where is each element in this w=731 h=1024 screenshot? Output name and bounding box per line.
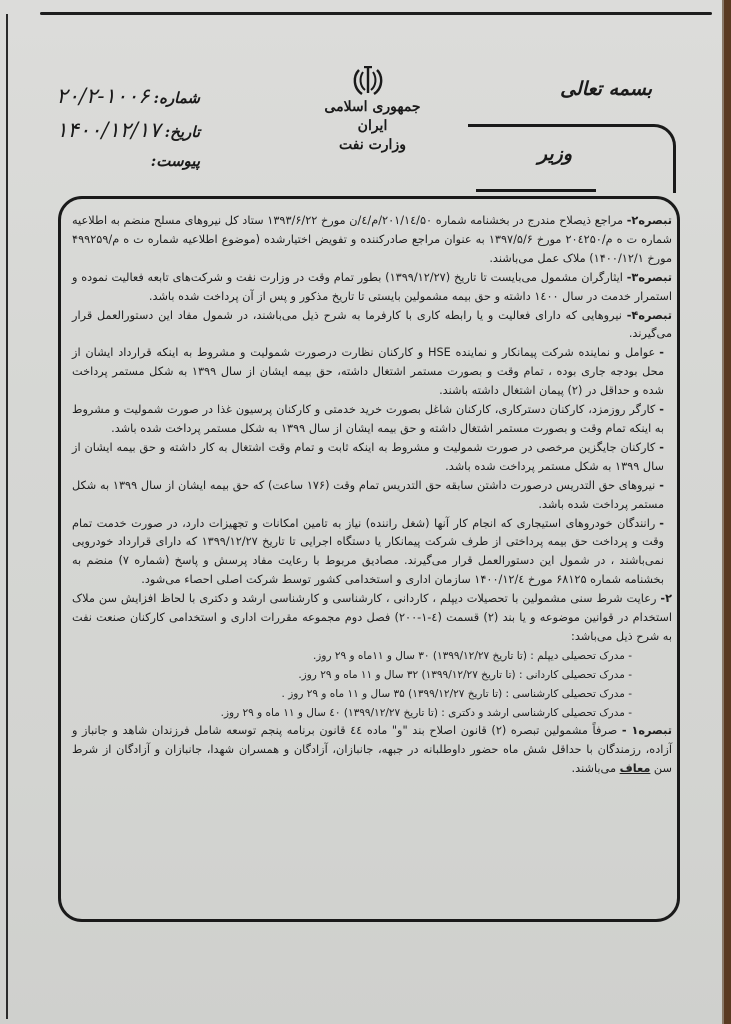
exempt-word: معاف: [619, 762, 651, 776]
republic-name: جمهوری اسلامی ایران: [324, 99, 421, 134]
letter-number: [40, 84, 200, 118]
letter-body: [72, 212, 672, 779]
note-2-lead: تبصره۲-: [626, 214, 673, 227]
attachment-label: پیوست:: [150, 152, 200, 170]
minister-header-frame: [468, 124, 676, 193]
note-1-lead: تبصره۱ -: [621, 724, 673, 738]
date-label: تاریخ:: [164, 123, 200, 141]
letter-attachment: [40, 152, 200, 186]
ministry-name: وزارت نفت: [339, 137, 406, 153]
item-2-lead: ۲-: [660, 592, 672, 606]
note-4: [72, 307, 672, 345]
number-value: ۲۰/۲-۱۰۰۶: [56, 84, 150, 108]
list-item: -رانندگان خودروهای استیجاری که انجام کار آنها (شغل راننده) نیاز به تامین امکانات و تجهیزات دارد، در صورت خدمت تمام وقت و پرداخت حق بیمه پرداختی از طرف شرکت پیمانکار یا دستگاه اجرایی تا تاریخ ۱۳۹۹/۱۲/۲۷ که دارای قرارداد خودرویی نمی‌باشند ، در شمول این دستورالعمل قرار می‌گیرند. مصادیق مربوط با رعایت مفاد پرسش و پاسخ (شماره ۷) منضم به بخشنامه شماره ۶۸۱۲۵ مورخ ۱۴۰۰/۱۲/٤ سازمان اداری و استخدامی کشور توسط شرکت اصلی احصاء می‌شود.: [72, 516, 664, 587]
age-limit-item: - مدرک تحصیلی کاردانی : (تا تاریخ ۱۳۹۹/۱۲/۲۷) ۳۲ سال و ۱۱ ماه و ۲۹ روز.: [298, 668, 632, 681]
age-limit-item: - مدرک تحصیلی کارشناسی : (تا تاریخ ۱۳۹۹/۱۲/۲۷) ۳۵ سال و ۱۱ ماه و ۲۹ روز .: [281, 687, 632, 700]
list-item: -نیروهای حق التدریس درصورت داشتن سابقه حق التدریس تمام وقت (۱۷۶ ساعت) که حق بیمه ایشان از سال ۱۳۹۹ به شکل مستمر پرداخت شده باشد.: [72, 478, 664, 511]
minister-underline: [476, 189, 596, 192]
list-item: -کارگر روزمزد، کارکنان دسترکاری، کارکنان شاغل بصورت خرید خدمتی و کارکنان پرسیون غذا در صورت شمولیت و مشروط به اینکه تمام وقت و بصورت مستمر اشتغال داشته و حق بیمه ایشان از سال ۱۳۹۹ به شکل مستمر پرداخت شده باشد.: [72, 403, 664, 435]
note-3: [72, 269, 672, 307]
item-2: [72, 590, 672, 647]
letterhead-ministry: [315, 98, 430, 155]
number-label: شماره:: [153, 89, 200, 107]
date-value: ۱۴۰۰/۱۲/۱۷: [56, 118, 161, 142]
iran-emblem-icon: [350, 64, 386, 98]
note-2-text: مراجع ذیصلاح مندرج در بخشنامه شماره ۲۰۱/۱٤/۵۰/م/٤/ن مورخ ۱۳۹۳/۶/۲۲ ستاد کل نیروهای مسلح منضم به اطلاعیه شماره ت ه م/۲۰٤۲۵۰ مورخ ۱۳۹۷/۵/۶ به عنوان مراجع صادرکننده و تفویض اختیارشده (موضوع اطلاعیه شماره ت ه م/۴۹۹۲۵۹ مورخ ۱۴۰۰/۱۲/۱) ملاک عمل می‌باشند.: [72, 214, 672, 265]
top-border-line: [40, 12, 712, 15]
list-item: -عوامل و نماینده شرکت پیمانکار و نماینده HSE و کارکنان نظارت درصورت شمولیت و مشروط به اینکه قرارداد ایشان از محل بودجه جاری بوده ، تمام وقت و بصورت مستمر اشتغال داشته، حق بیمه ایشان از سال ۱۳۹۹ به شکل مستمر پرداخت شده و حداقل در (۲) پیمان اشتغال داشته باشند.: [72, 346, 664, 398]
letter-meta: [40, 84, 200, 186]
letter-date: [40, 118, 200, 152]
note-2: [72, 212, 672, 269]
note-1-tail: می‌باشند.: [571, 762, 620, 776]
note-3-lead: تبصره۳-: [626, 270, 672, 284]
note-4-text: نیروهایی که دارای فعالیت و یا رابطه کاری با کارفرما به شرح ذیل می‌باشند، در شمول مفاد این دستورالعمل قرار می‌گیرند.: [72, 308, 672, 341]
note-1: [72, 722, 672, 779]
note-4-lead: تبصره۴-: [626, 308, 672, 322]
left-border-line: [6, 14, 8, 1019]
office-title: وزیر: [537, 143, 572, 165]
bismillah-heading: بسمه تعالی: [560, 78, 652, 100]
item-2-text: رعایت شرط سنی مشمولین با تحصیلات دیپلم ، کاردانی ، کارشناسی و کارشناسی ارشد و دکتری با لحاظ افزایش سن ملاک استخدام در قوانین موضوعه و یا بند (۲) قسمت (٤-۱-۲۰۰) فصل دوم مجموعه مقررات اداری و استخدامی کارکنان صنعت نفت به شرح ذیل می‌باشد:: [72, 592, 672, 643]
age-limit-item: - مدرک تحصیلی کارشناسی ارشد و دکتری : (تا تاریخ ۱۳۹۹/۱۲/۲۷) ٤۰ سال و ۱۱ ماه و ۲۹ روز.: [220, 706, 632, 719]
list-item: -کارکنان جایگزین مرخصی در صورت شمولیت و مشروط به اینکه ثابت و تمام وقت اشتغال به کار داشته و حق بیمه ایشان از سال ۱۳۹۹ به شکل مستمر پرداخت شده باشد.: [72, 440, 664, 473]
note-3-text: ایثارگران مشمول می‌بایست تا تاریخ (۱۳۹۹/۱۲/۲۷) بطور تمام وقت در وزارت نفت و شرکت‌های تابعه فعالیت نموده و استمرار خدمت در سال ۱٤۰۰ داشته و حق بیمه مشمولین بایستی تا تاریخ مذکور و پس از آن پرداخت شده باشد.: [72, 270, 672, 303]
age-limit-item: - مدرک تحصیلی دیپلم : (تا تاریخ ۱۳۹۹/۱۲/۲۷) ۳۰ سال و ۱۱ماه و ۲۹ روز.: [312, 649, 632, 662]
age-limits-list: [72, 647, 672, 723]
note-1-text: صرفاً مشمولین تبصره (۲) قانون اصلاح بند "و" ماده ٤٤ قانون برنامه پنجم توسعه شامل فرزندان شاهد و جانباز و آزاده، رزمندگان با حداقل شش ماه حضور داوطلبانه در جبهه، جانبازان، آزادگان و همسران شهدا، جانبازان و آزادگان از شرط سن: [72, 724, 672, 776]
